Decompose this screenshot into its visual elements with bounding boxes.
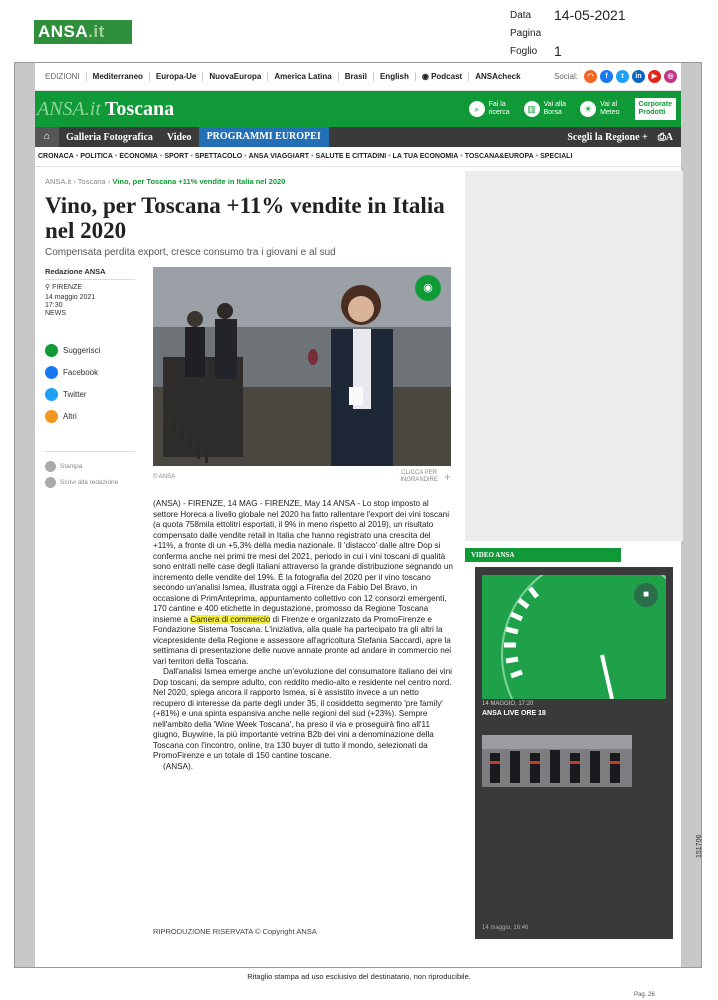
section-cronaca[interactable]: CRONACA — [38, 153, 74, 160]
article-photo[interactable] — [153, 267, 451, 466]
clipping-footer: Ritaglio stampa ad uso esclusivo del destinatario, non riproducibile. — [247, 972, 471, 981]
linkedin-icon[interactable]: in — [632, 70, 645, 83]
nav-item-mediterraneo[interactable]: Mediterraneo — [87, 72, 150, 81]
enlarge-button[interactable]: CLICCA PER INGRANDIRE + — [400, 469, 451, 484]
page-frame — [14, 62, 702, 968]
breadcrumb-toscana[interactable]: Toscana — [77, 177, 106, 186]
foglio-label: Foglio — [510, 45, 538, 57]
subnav-gallery[interactable]: Galleria Fotografica — [66, 131, 153, 143]
share-list — [45, 339, 135, 427]
podcast-icon: ◉ — [421, 72, 432, 81]
top-nav — [35, 63, 681, 91]
search-tool[interactable]: ⌕ Fai la ricerca — [469, 101, 510, 117]
subnav-programmi-europei[interactable]: PROGRAMMI EUROPEI — [199, 127, 329, 147]
section-politica[interactable]: POLITICA — [80, 153, 113, 160]
weather-icon: ☀ — [580, 101, 596, 117]
article-city: ⚲ FIRENZE — [45, 284, 83, 291]
article-date: 14 maggio 2021 17:30 NEWS — [45, 294, 96, 317]
video-thumb-2[interactable] — [482, 735, 632, 787]
meteo-tool[interactable]: ☀ Vai al Meteo — [580, 101, 619, 117]
highlighted-term: Camera di commercio — [190, 614, 271, 624]
video-thumb-1[interactable] — [482, 575, 666, 699]
instagram-icon[interactable]: ◎ — [664, 70, 677, 83]
breadcrumb: ANSA.it › Toscana › Vino, per Toscana +11% vendite in Italia nel 2020 — [45, 177, 286, 186]
ansa-logo[interactable]: ANSA.it — [37, 97, 101, 120]
print-button[interactable]: Stampa — [45, 458, 135, 474]
nav-item-america-latina[interactable]: America Latina — [268, 72, 338, 81]
social-links — [554, 70, 681, 83]
article-title: Vino, per Toscana +11% vendite in Italia nel 2020 — [45, 193, 445, 243]
twitter-icon[interactable]: t — [616, 70, 629, 83]
photo-illustration — [153, 267, 451, 466]
print-icon — [45, 461, 56, 472]
section-speciali[interactable]: SPECIALI — [540, 153, 573, 160]
nav-item-podcast[interactable]: ◉ Podcast — [416, 72, 469, 81]
video-2-illustration — [482, 735, 632, 787]
chart-icon: ▥ — [524, 101, 540, 117]
section-salute[interactable]: SALUTE E CITTADINI — [315, 153, 387, 160]
nav-item-brasil[interactable]: Brasil — [339, 72, 374, 81]
plus-icon — [45, 410, 58, 423]
ad-placeholder — [465, 171, 683, 541]
photo-credit: © ANSA — [153, 474, 176, 480]
article-paragraph: Dall'analisi Ismea emerge anche un'evoluzione del consumatore italiano dei vini Dop toscani, da sempre adulto, con reddito medio-alto e residente nel centro nord. Nel 2020, spiega ancora il rapporto Ismea, si è assistito invece a un netto recupero di interesse da parte degli under 35, il cosiddetto segmento 'pre family' (+81%) e una spinta espansiva anche nelle regioni del sud (+23%). Sempre nell'ambito della 'Wine Week Toscana', ha preso il via e proseguirà fino all'11 giugno, Buywine, la più importante vetrina B2b dei vini a denominazione della Toscana con l'incontro, online, tra 130 buyer di tutto il mondo, selezionati da PromoFirenze e un totale di 150 cantine toscane. — [153, 667, 452, 760]
plus-icon: + — [443, 469, 451, 484]
article-byline — [45, 267, 135, 318]
font-size-control[interactable]: ⎙A — [657, 131, 673, 143]
share-altri[interactable]: Altri — [45, 405, 135, 427]
photo-caption — [153, 470, 451, 484]
section-viaggiart[interactable]: ANSA VIAGGIART — [248, 153, 310, 160]
sub-nav — [35, 127, 681, 147]
breadcrumb-home[interactable]: ANSA.it — [45, 177, 72, 186]
video-1-time: 14 MAGGIO, 17:20 — [482, 701, 534, 707]
section-spettacolo[interactable]: SPETTACOLO — [194, 153, 243, 160]
article-body — [153, 499, 453, 772]
section-tua-economia[interactable]: LA TUA ECONOMIA — [392, 153, 459, 160]
corporate-button[interactable]: Corporate Prodotti — [634, 97, 677, 121]
youtube-icon[interactable]: ▶ — [648, 70, 661, 83]
nav-item-english[interactable]: English — [374, 72, 416, 81]
author-name: Redazione ANSA — [45, 267, 135, 280]
nav-item-edizioni[interactable]: EDIZIONI — [39, 72, 87, 81]
pagina-label: Pagina — [510, 27, 542, 39]
camera-icon[interactable]: ◉ — [415, 275, 441, 301]
data-value: 14-05-2021 — [554, 7, 626, 23]
share-suggerisci[interactable]: Suggerisci — [45, 339, 135, 361]
side-code: 151706 — [696, 834, 703, 858]
video-1-title[interactable]: ANSA LIVE ORE 18 — [482, 710, 546, 717]
nav-item-europa-ue[interactable]: Europa-Ue — [150, 72, 203, 81]
print-icon: ⎙ — [657, 131, 666, 143]
foglio-value: 1 — [554, 43, 562, 59]
social-label: Social: — [553, 72, 578, 81]
mail-icon — [45, 477, 56, 488]
suggest-icon — [45, 344, 58, 357]
region-title[interactable]: Toscana — [104, 97, 175, 120]
twitter-icon — [45, 388, 58, 401]
video-list — [475, 567, 673, 939]
choose-region-button[interactable]: Scegli la Regione + — [567, 131, 648, 143]
article-paragraph: (ANSA). — [163, 761, 194, 771]
breadcrumb-current: Vino, per Toscana +11% vendite in Italia nel 2020 — [112, 177, 286, 186]
nav-item-nuovaeuropa[interactable]: NuovaEuropa — [203, 72, 268, 81]
section-sport[interactable]: SPORT — [164, 153, 189, 160]
share-twitter[interactable]: Twitter — [45, 383, 135, 405]
section-nav: CRONACA • POLITICA • ECONOMIA • SPORT • SPETTACOLO • ANSA VIAGGIART • SALUTE E CITTADINI • LA TUA ECONOMIA • TOSCANA&EUROPA • SPECIALI — [35, 147, 681, 167]
nav-item-ansacheck[interactable]: ANSAcheck — [475, 72, 521, 81]
ansa-clip-logo: ANSA.it — [34, 20, 132, 44]
article-paragraph: (ANSA) - FIRENZE, 14 MAG - FIRENZE, May 14 ANSA - Lo stop imposto al settore Horeca a livello globale nel 2020 ha fatto rallentare l'export dei vini toscani (a quota 758mila ettolitri esportati, il 9% in meno rispetto al 2019), un risultato compensato dalle vendite retail in Italia che hanno registrato una crescita del +11%, a fronte di un +5,3% della media nazionale. Il 'distacco' dalle altre Dop si conferma anche nei primi tre mesi del 2021, periodo in cui i vini toscani di qualità sono entrati nelle case degli italiani attraverso la grande distribuzione segnando un incremento delle vendite del 19%. È la fotografia del 2020 per il vino toscano secondo un'analisi Ismea, illustrata oggi a Firenze da Fabio Del Bravo, in occasione di PrimAnteprima, appuntamento collettivo con 12 consorzi emergenti, 170 cantine e 400 etichette in degustazione, promosso da Regione Toscana insieme a Camera di commercio di Firenze e organizzato da PromoFirenze e Fondazione Sistema Toscana. L'iniziativa, alla quale ha partecipato tra gli altri la vicepresidente della Regione e assessore all'agricoltura Stefania Saccardi, apre la settimana di presentazione delle nuove annate pronte ad andare in commercio nei vari territori della Toscana. — [153, 499, 453, 666]
video-camera-icon: ■ — [634, 583, 658, 607]
location-icon: ⚲ — [45, 284, 53, 291]
facebook-icon — [45, 366, 58, 379]
page-number: Pag. 26 — [634, 992, 655, 998]
section-economia[interactable]: ECONOMIA — [119, 153, 158, 160]
write-editor-button[interactable]: Scrivi alla redazione — [45, 474, 135, 490]
article-subtitle: Compensata perdita export, cresce consumo tra i giovani e al sud — [45, 247, 336, 258]
data-label: Data — [510, 9, 532, 21]
search-icon: ⌕ — [469, 101, 485, 117]
article-tools — [45, 451, 135, 490]
regional-banner — [35, 91, 681, 127]
home-icon[interactable]: ⌂ — [35, 127, 59, 147]
copyright: RIPRODUZIONE RISERVATA © Copyright ANSA — [153, 927, 317, 936]
facebook-icon[interactable]: f — [600, 70, 613, 83]
section-toscana-europa[interactable]: TOSCANA&EUROPA — [464, 153, 534, 160]
video-2-time: 14 maggio, 16:46 — [482, 925, 529, 931]
clip-meta — [510, 6, 626, 60]
article-type: NEWS — [45, 310, 66, 317]
share-facebook[interactable]: Facebook — [45, 361, 135, 383]
rss-icon[interactable]: ◠ — [584, 70, 597, 83]
borsa-tool[interactable]: ▥ Vai alla Borsa — [524, 101, 566, 117]
video-section-header: VIDEO ANSA — [465, 548, 621, 562]
subnav-video[interactable]: Video — [166, 131, 192, 143]
